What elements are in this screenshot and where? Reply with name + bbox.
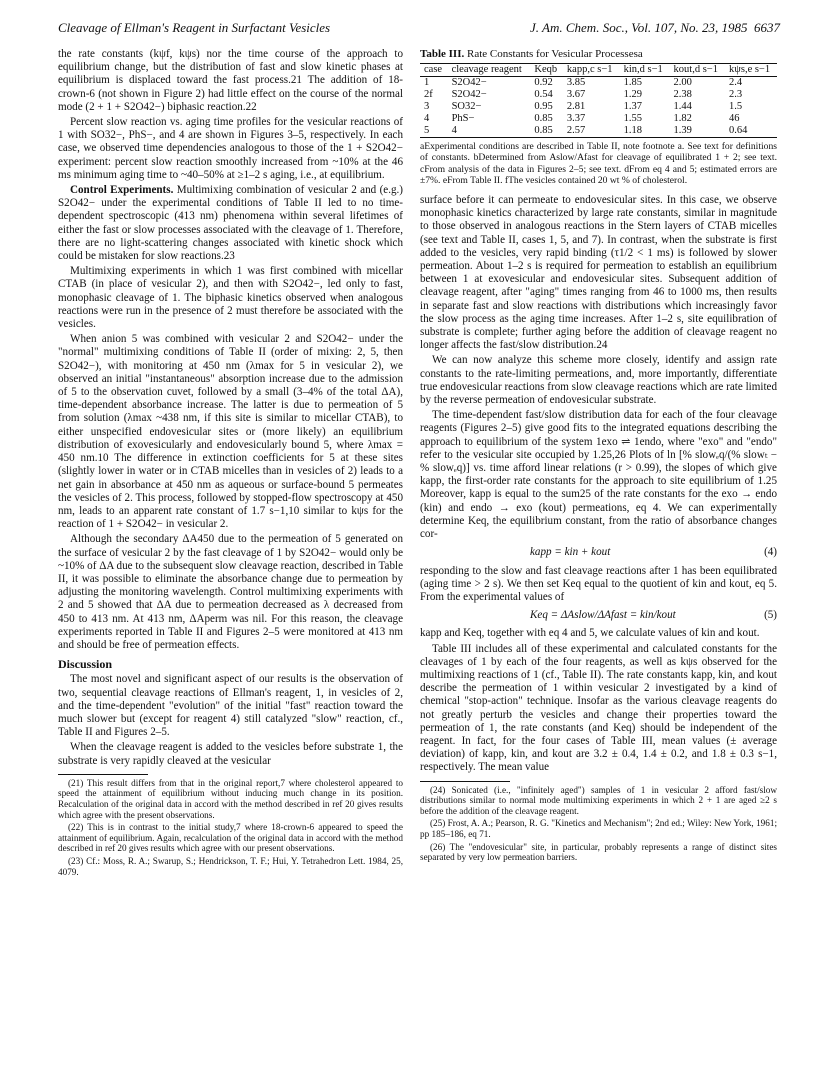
running-title: Cleavage of Ellman's Reagent in Surfactant Vesicles	[58, 20, 331, 35]
table-cell: S2O42−	[451, 77, 487, 89]
table-cell: 2.81	[566, 101, 586, 113]
table-cell: 1.5	[729, 101, 743, 113]
control-heading: Control Experiments.	[70, 184, 174, 197]
journal-citation	[530, 20, 780, 36]
table-cell: 1.29	[623, 89, 642, 101]
table-cell: 1	[424, 77, 430, 89]
table-cell: 2.00	[673, 77, 692, 89]
table-cell: 2.3	[729, 89, 743, 101]
table-cell: 46	[729, 113, 740, 125]
table-cell: 1.82	[673, 113, 692, 125]
paragraph: We can now analyze this scheme more closely, identify and assign rate constants to the rate-limiting permeations, and, more importantly, differentiate true endovesicular reactions from slow cleavage reactions which are rate limited by the reverse permeation of endovesicular substrate.	[420, 354, 777, 407]
table-cell: 3	[424, 101, 430, 113]
table-cell: 1.18	[620, 125, 670, 138]
equation-number: (5)	[764, 609, 777, 622]
table-cell: 0.64	[725, 125, 777, 138]
footnote-divider	[420, 781, 510, 782]
table-header-cell: kapp,c s−1	[563, 64, 620, 77]
rate-constants-table	[420, 63, 777, 138]
table-cell: 2.38	[673, 89, 692, 101]
paragraph: kapp and Keq, together with eq 4 and 5, we calculate values of kin and kout.	[420, 627, 760, 640]
table-cell: S2O42−	[451, 89, 487, 101]
paragraph: responding to the slow and fast cleavage reactions after 1 has been equilibrated (aging time > 2 s). We then set Keq equal to the quotient of kin and kout, eq 5. From the experimental values of	[420, 564, 777, 603]
table-cell: 1.55	[623, 113, 642, 125]
paragraph: the rate constants (kψf, kψs) nor the time course of the approach to equilibrium change, but the distribution of fast and slow kinetic phases at equilibrium is displaced toward the fast process.21 The addition of 18-crown-6 (not shown in Figure 2) had little effect on the course of the normal mode (2 + 1 + S2O42−) biphasic reaction.22	[58, 48, 403, 113]
left-column	[58, 48, 403, 879]
paragraph-text: Multimixing combination of vesicular 2 and (e.g.) S2O42− under the experimental conditions of Table II led to no time-dependent spectroscopic (413 nm) phenomena within several lifetimes of either the fast or slow processes associated with the cleavage of 1. Therefore, there are no light-scattering changes associated with kinetic shock which could be mistaken for slow reactions.23	[58, 184, 403, 263]
table-cell: 3.37	[566, 113, 586, 125]
table-cell: 2f	[424, 89, 433, 101]
paragraph-control	[58, 184, 403, 263]
footnote: (26) The "endovesicular" site, in particular, probably represents a range of distinct sites separated by very low permeation barriers.	[420, 841, 777, 863]
table-cell: 3.85	[566, 77, 586, 89]
table-row	[420, 89, 777, 101]
paragraph: The most novel and significant aspect of our results is the observation of two, sequential cleavage reactions of Ellman's reagent, 1, in vesicles of 2, and the time-dependent "evolution" of the initial "fast" reaction toward the much slower but (except for reagent 4) still catalyzed "slow" reaction, cf., Table II and Figures 2–5.	[58, 673, 403, 739]
table-cell: 1.39	[670, 125, 725, 138]
footnote: (25) Frost, A. A.; Pearson, R. G. "Kinetics and Mechanism"; 2nd ed.; Wiley: New York, 1961; pp 185–186, eq 71.	[420, 818, 777, 839]
table-row	[420, 125, 777, 138]
footnote: (22) This is in contrast to the initial study,7 where 18-crown-6 appeared to speed the attainment of equilibrium. Again, recalculation of the original data in accord with the method described in ref 20 gives results which agree with our present observations.	[58, 822, 403, 854]
discussion-heading: Discussion	[58, 657, 113, 672]
table-header-cell: Keqb	[530, 64, 563, 77]
table-header-cell: cleavage reagent	[448, 64, 531, 77]
table-cell: 5	[420, 125, 448, 138]
paragraph: Table III includes all of these experimental and calculated constants for the cleavages of 1 by each of the four reagents, as well as kψs observed for the multimixing reactions of 1 (cf., Table II). The rate constants kapp, kin, and kout describe the permeation of 1 within vesicular 2 investigated by a kind of chemical "stop-action" technique. Insofar as the various cleavage reagents do not greatly perturb the vesicles and change their properties toward the permeation of 1, the rate constants (and Keq) should be independent of the reagent. In fact, for the four cases of Table III, mean values (± average deviation) of kapp, kin, and kout are 3.2 ± 0.4, 1.4 ± 0.2, and 1.8 ± 0.3 s−1, respectively. The mean value	[420, 642, 777, 774]
table-cell: PhS−	[451, 113, 475, 125]
equation-number: (4)	[764, 546, 777, 559]
equation-4	[420, 546, 777, 559]
table-header-cell: case	[420, 64, 448, 77]
table-cell: 0.95	[534, 101, 553, 113]
table-cell: 3.67	[566, 89, 586, 101]
footnote: (24) Sonicated (i.e., "infinitely aged") samples of 1 in vesicular 2 afford fast/slow distributions similar to normal mode multimixing experiments in which 2 + 1 are aged ≥2 s before the addition of the cleavage reagent.	[420, 784, 777, 816]
footnote: (23) Cf.: Moss, R. A.; Swarup, S.; Hendrickson, T. F.; Hui, Y. Tetrahedron Lett. 1984, 25, 4079.	[58, 855, 403, 877]
paragraph: Although the secondary ΔA450 due to the permeation of 5 generated on the surface of vesicular 2 by the fast cleavage of 1 by S2O42− would only be ~10% of ΔA due to the subsequent slow cleavage reaction, described in Table II, it was possible to eliminate the absorbance change due to permeation by adjusting the monitoring wavelength. Control multimixing experiments with 2 and 5 showed that ΔA due to permeation decreased as λ decreased from 450 to 413 nm. At 413 nm, ΔAperm was nil. For this reason, the cleavage experiments reported in Table II and Figures 2–5 were monitored at 413 nm and should be free of permeation effects.	[58, 533, 403, 651]
right-column	[420, 48, 777, 865]
table-label: Table III.	[420, 48, 465, 60]
table-cell: 0.54	[534, 89, 553, 101]
table-cell: 0.85	[534, 113, 553, 125]
table-cell: 4	[424, 113, 430, 125]
table-caption	[420, 48, 777, 61]
table-cell: 1.85	[623, 77, 642, 89]
paragraph: When the cleavage reagent is added to the vesicles before substrate 1, the substrate is very rapidly cleaved at the vesicular	[58, 741, 403, 767]
table-cell: 0.85	[530, 125, 563, 138]
paragraph: Multimixing experiments in which 1 was first combined with micellar CTAB (in place of vesicular 2), and then with S2O42−, led only to fast, monophasic cleavage of 1. The biphasic kinetics observed when analogous reactions were run in the presence of 2 must therefore be associated with the vesicles.	[58, 265, 403, 331]
table-cell: 4	[448, 125, 531, 138]
table-row	[420, 77, 777, 90]
paragraph: Percent slow reaction vs. aging time profiles for the vesicular reactions of 1 with SO32−, PhS−, and 4 are shown in Figures 3–5, respectively. In each case, we observed time dependencies analogous to those of the 1 + S2O42− experiment: percent slow reaction smoothly increased from ~10% at the 46 ms minimum aging time to ~40–50% at ≥1–2 s aging, i.e., at equilibrium.	[58, 116, 403, 181]
equation-5	[420, 609, 777, 622]
paragraph: When anion 5 was combined with vesicular 2 and S2O42− under the "normal" multimixing conditions of Table II (order of mixing: 2, 5, then S2O42−), with monitoring at 450 nm (λmax for 5 in vesicular 2), we observed an initial "instantaneous" absorption increase due to the admission of 5 to the observation cuvet, followed by a small (3–4% of the total ΔA), time-dependent absorbance increase. The latter is due to permeation of 5 from solution (λmax ~438 nm, if this site is similar to micellar CTAB), to either unspecified endovesicular sites or (more likely) an equilibrium distribution of exovesicularly and endovesicularly bound 5, where λmax = 450 nm.10 The difference in extinction coefficients for 5 at these sites (slightly lower in water or in CTAB micelles than in vesicles of 2) leads to a net gain in absorbance at 450 nm as aqueous or surface-bound 5 permeates the vesicles of 2. This process, followed by stopped-flow spectroscopy at 450 nm, leads to an apparent rate constant of 1.7 s−1,10 similar to kψs for the reaction of 1 + S2O42− in vesicular 2.	[58, 333, 403, 531]
table-header-cell: kψs,e s−1	[725, 64, 777, 77]
equation-text: kapp = kin + kout	[530, 546, 611, 559]
table-cell: SO32−	[451, 101, 482, 113]
table-cell: 1.37	[623, 101, 642, 113]
table-title: Rate Constants for Vesicular Processesa	[466, 48, 643, 60]
table-cell: 0.92	[534, 77, 553, 89]
table-header-cell: kout,d s−1	[670, 64, 725, 77]
page-number: 6637	[754, 20, 780, 35]
table-footnote: aExperimental conditions are described in Table II, note footnote a. See text for definitions of constants. bDetermined from Aslow/Afast for cleavage of equilibrated 1 + 2; see text. cFrom analysis of the data in Figures 2–5; see text. dFrom eq 4 and 5; estimated errors are ±7%. eFrom Table II. fThe vesicles contained 20 wt % of cholesterol.	[420, 141, 777, 186]
paragraph: The time-dependent fast/slow distribution data for each of the four cleavage reagents (Figures 2–5) give good fits to the integrated equations describing the approach to equilibrium of the system 1exo ⇌ 1endo, where "exo" and "endo" refer to the vesicular site occupied by 1.25,26 Plots of ln [% slowₑq/(% slowₜ − % slowₑq)] vs. time afford linear relations (r > 0.99), the slopes of which give kapp, the first-order rate constants for the approach to site equilibrium of 1.25 Moreover, kapp is equal to the sum25 of the rate constants for the exo → endo (kin) and endo → exo (kout) permeations, eq 4. We can experimentally determine Keq, the equilibrium constant, from the ratio of absorbance changes cor-	[420, 409, 777, 541]
footnote: (21) This result differs from that in the original report,7 where cholesterol appeared to speed the attainment of equilibrium without inducing much change in its position. Recalculation of the original data in accord with the method described in ref 20 gives results which agree with the present observations.	[58, 777, 403, 820]
table-row	[420, 101, 777, 113]
equation-text: Keq = ΔAslow/ΔAfast = kin/kout	[530, 609, 676, 622]
table-cell: 2.57	[563, 125, 620, 138]
table-cell: 1.44	[673, 101, 692, 113]
footnote-divider	[58, 774, 148, 775]
table-row	[420, 113, 777, 125]
table-cell: 2.4	[729, 77, 743, 89]
table-header-cell: kin,d s−1	[620, 64, 670, 77]
paragraph: surface before it can permeate to endovesicular sites. In this case, we observe monophasic kinetics characterized by large rate constants, similar in magnitude to those observed in analogous reactions in the Stern layers of CTAB micelles (see text and Table II, cases 1, 5, and 7). In contrast, when the substrate is first added to the vesicles, very rapid binding (τ1/2 < 1 ms) is followed by slower permeation. About 1–2 s is required for permeation to establish an equilibrium between 1 at exovesicular and endovesicular sites. Subsequent addition of cleavage reagent, after "aging" times ranging from 46 to 1000 ms, then results in separate fast and slow reactions with distributions which increasingly favor the slow process as the aging time increases. After 1–2 s, site equilibration of substrate is complete; further aging before the addition of cleavage reagent no longer affects the fast/slow distribution.24	[420, 194, 777, 352]
journal-name: J. Am. Chem. Soc., Vol. 107, No. 23, 1985	[530, 20, 748, 35]
